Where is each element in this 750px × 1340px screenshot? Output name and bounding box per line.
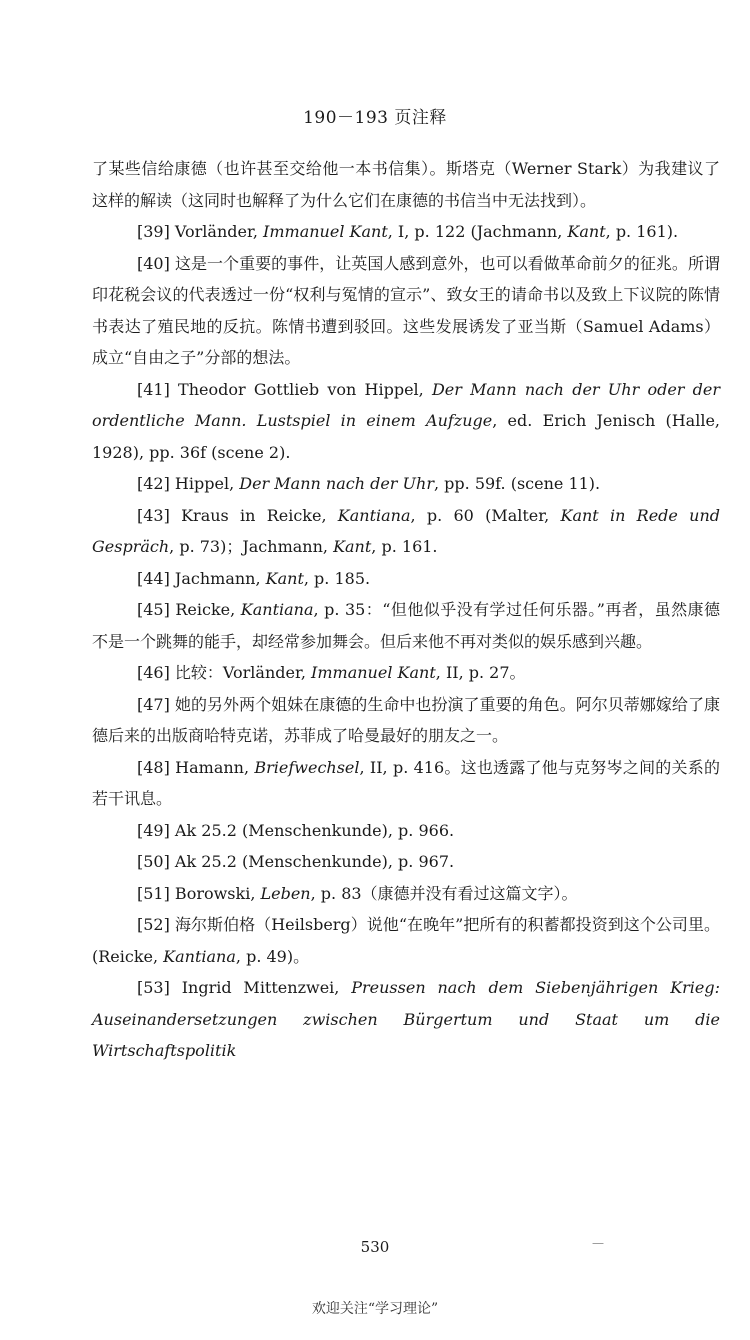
note-41: [41] Theodor Gottlieb von Hippel, Der Mann nach der Uhr oder der ordentliche Mann. Lustspiel in einem Aufzuge, ed. Erich Jenisch (Halle, 1928), pp. 36f (scene 2).: [92, 379, 721, 462]
note-51: [51] Borowski, Leben, p. 83（康德并没有看过这篇文字）。: [137, 883, 578, 903]
note-53: [53] Ingrid Mittenzwei, Preussen nach dem Siebenjährigen Krieg: Auseinandersetzungen zwischen Bürgertum und Staat um die Wirtschaftspolitik: [92, 978, 721, 1060]
note-49: [49] Ak 25.2 (Menschenkunde), p. 966.: [137, 820, 455, 840]
note-47: [47] 她的另外两个姐妹在康德的生命中也扮演了重要的角色。阿尔贝蒂娜嫁给了康德后来的出版商哈特克诺，苏菲成了哈曼最好的朋友之一。: [92, 694, 720, 745]
note-42: [42] Hippel, Der Mann nach der Uhr, pp. 59f. (scene 11).: [137, 474, 601, 493]
running-header: 190－193 页注释: [303, 108, 447, 128]
note-44: [44] Jachmann, Kant, p. 185.: [137, 568, 371, 588]
note-50: [50] Ak 25.2 (Menschenkunde), p. 967.: [137, 852, 455, 871]
note-52: [52] 海尔斯伯格（Heilsberg）说他“在晚年”把所有的积蓄都投资到这个公司里。(Reicke, Kantiana, p. 49)。: [92, 915, 720, 966]
note-46: [46] 比较：Vorländer, Immanuel Kant, II, p. 27。: [137, 663, 526, 682]
scan-mark: —: [592, 1236, 604, 1250]
note-40: [40] 这是一个重要的事件，让英国人感到意外，也可以看做革命前夕的征兆。所谓印花税会议的代表透过一份“权利与冤情的宣示”、致女王的请命书以及致上下议院的陈情书表达了殖民地的反抗。陈情书遭到驳回。这些发展诱发了亚当斯（Samuel Adams）成立“自由之子”分部的想法。: [92, 253, 720, 367]
note-39: [39] Vorländer, Immanuel Kant, I, p. 122 (Jachmann, Kant, p. 161).: [137, 222, 679, 241]
watermark-text: 欢迎关注“学习理论”: [311, 1301, 439, 1317]
page-number: 530: [360, 1238, 390, 1256]
note-43: [43] Kraus in Reicke, Kantiana, p. 60 (Malter, Kant in Rede und Gespräch, p. 73)；Jachmann, Kant, p. 161.: [92, 505, 720, 556]
note-continuation: 了某些信给康德（也许甚至交给他一本书信集）。斯塔克（Werner Stark）为我建议了这样的解读（这同时也解释了为什么它们在康德的书信当中无法找到）。: [92, 159, 720, 210]
notes-body: [92, 153, 720, 1067]
note-45: [45] Reicke, Kantiana, p. 35：“但他似乎没有学过任何乐器。”再者，虽然康德不是一个跳舞的能手，却经常参加舞会。但后来他不再对类似的娱乐感到兴趣。: [92, 600, 721, 651]
note-48: [48] Hamann, Briefwechsel, II, p. 416。这也透露了他与克努岑之间的关系的若干讯息。: [92, 757, 720, 808]
